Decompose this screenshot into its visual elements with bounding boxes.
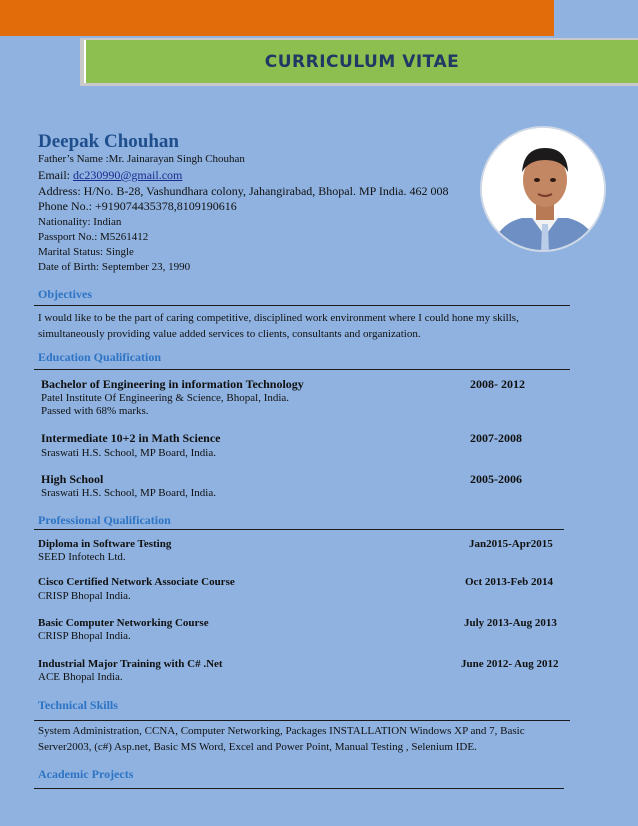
education-date: 2005-2006 [470, 472, 522, 486]
technical-skills-text: System Administration, CCNA, Computer Networking, Packages INSTALLATION Windows XP and 7, Basic Server2003, (c#) Asp.net, Basic MS Word, Excel and Power Point, Manual Testing , Selenium IDE. [38, 725, 525, 753]
education-marks: Passed with 68% marks. [41, 405, 149, 417]
divider [34, 305, 570, 306]
email-label: Email: [38, 168, 73, 182]
father-name: Father’s Name :Mr. Jainarayan Singh Chouhan [38, 153, 245, 165]
divider [34, 529, 564, 530]
education-institute: Patel Institute Of Engineering & Science, Bhopal, India. [41, 392, 290, 404]
profile-photo [480, 126, 606, 252]
course-date: July 2013-Aug 2013 [464, 617, 557, 629]
section-academic-projects: Academic Projects [38, 767, 134, 781]
divider [34, 788, 564, 789]
email-link[interactable]: dc230990@gmail.com [73, 168, 183, 182]
marital-status: Marital Status: Single [38, 246, 134, 258]
education-title: Intermediate 10+2 in Math Science [41, 431, 221, 445]
person-portrait-icon [482, 128, 606, 252]
education-institute: Sraswati H.S. School, MP Board, India. [41, 487, 216, 499]
candidate-name: Deepak Chouhan [38, 131, 179, 152]
header-orange-band [0, 0, 554, 36]
section-professional: Professional Qualification [38, 513, 171, 527]
course-date: Jan2015-Apr2015 [469, 538, 553, 550]
course-org: CRISP Bhopal India. [38, 630, 131, 642]
course-title: Diploma in Software Testing [38, 538, 172, 550]
course-date: Oct 2013-Feb 2014 [465, 576, 553, 588]
date-of-birth: Date of Birth: September 23, 1990 [38, 261, 191, 273]
education-date: 2008- 2012 [470, 377, 525, 391]
education-date: 2007-2008 [470, 431, 522, 445]
phone: Phone No.: +919074435378,8109190616 [38, 199, 237, 213]
title-banner [84, 40, 638, 83]
document-title: CURRICULUM VITAE [264, 51, 460, 72]
email-line [38, 168, 182, 182]
course-title: Industrial Major Training with C# .Net [38, 658, 223, 670]
education-title: High School [41, 472, 104, 486]
divider [34, 720, 570, 721]
section-objectives: Objectives [38, 287, 92, 301]
course-title: Cisco Certified Network Associate Course [38, 576, 235, 588]
objectives-text: I would like to be the part of caring competitive, disciplined work environment where I could hone my skills, simultaneously providing value added services to clients, consultants and organization. [38, 312, 519, 340]
course-org: SEED Infotech Ltd. [38, 551, 126, 563]
section-education: Education Qualification [38, 350, 162, 364]
education-institute: Sraswati H.S. School, MP Board, India. [41, 447, 216, 459]
education-title: Bachelor of Engineering in information Technology [41, 377, 304, 391]
course-org: CRISP Bhopal India. [38, 590, 131, 602]
address: Address: H/No. B-28, Vashundhara colony, Jahangirabad, Bhopal. MP India. 462 008 [38, 184, 449, 198]
passport: Passport No.: M5261412 [38, 231, 149, 243]
nationality: Nationality: Indian [38, 216, 122, 228]
section-technical-skills: Technical Skills [38, 698, 118, 712]
course-title: Basic Computer Networking Course [38, 617, 209, 629]
course-org: ACE Bhopal India. [38, 671, 123, 683]
divider [34, 369, 570, 370]
course-date: June 2012- Aug 2012 [461, 658, 559, 670]
